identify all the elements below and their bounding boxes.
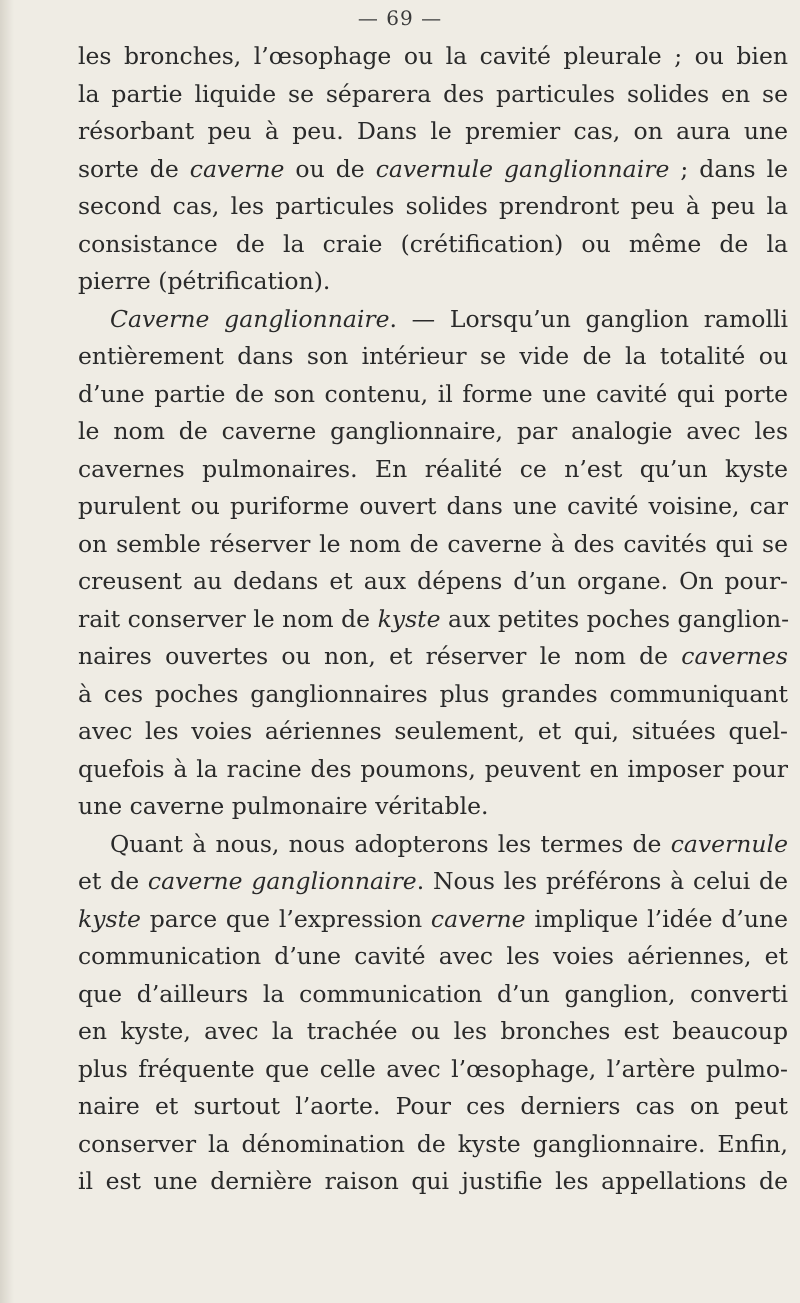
text-line: conserver la dénomination de kyste ganglionnaire. Enfin,	[78, 1129, 788, 1158]
italic-term: caverne ganglionnaire	[147, 867, 417, 895]
section-heading: Caverne ganglionnaire	[110, 304, 390, 333]
text-line: Caverne ganglionnaire. — Lorsqu’un ganglion ramolli	[110, 304, 788, 333]
text-line: à ces poches ganglionnaires plus grandes communiquant	[78, 679, 788, 708]
page-number: — 69 —	[357, 6, 443, 30]
text-line: quefois à la racine des poumons, peuvent en imposer pour	[78, 754, 788, 783]
italic-term: cavernule	[670, 829, 788, 858]
text-line: plus fréquente que celle avec l’œsophage, l’artère pulmo-	[78, 1054, 788, 1083]
text-line: consistance de la craie (crétification) ou même de la	[78, 229, 788, 258]
text-line: kyste parce que l’expression caverne implique l’idée d’une	[78, 904, 789, 933]
text-line: cavernes pulmonaires. En réalité ce n’est qu’un kyste	[78, 454, 788, 483]
text-line: d’une partie de son contenu, il forme une cavité qui porte	[78, 379, 788, 408]
text-line: communication d’une cavité avec les voies aériennes, et	[78, 942, 788, 970]
text-line: second cas, les particules solides prendront peu à peu la	[78, 192, 788, 220]
text-line: avec les voies aériennes seulement, et qui, situées quel-	[78, 717, 788, 745]
italic-term: caverne	[430, 904, 526, 933]
italic-term: kyste	[78, 904, 141, 933]
text-line: la partie liquide se séparera des particules solides en se	[78, 79, 788, 108]
text-line: entièrement dans son intérieur se vide de la totalité ou	[78, 342, 788, 370]
text-line: naires ouvertes ou non, et réserver le nom de cavernes	[78, 642, 788, 670]
italic-term: kyste	[377, 604, 441, 633]
text-line: sorte de caverne ou de cavernule ganglionnaire ; dans le	[78, 154, 788, 183]
text-line: naire et surtout l’aorte. Pour ces derniers cas on peut	[78, 1092, 788, 1120]
text-line: que d’ailleurs la communication d’un ganglion, converti	[78, 979, 788, 1008]
text-line: pierre (pétrification).	[78, 267, 331, 295]
body-text	[78, 38, 788, 1201]
text-line: il est une dernière raison qui justifie les appellations de	[78, 1167, 788, 1195]
text-line: et de caverne ganglionnaire. Nous les préférons à celui de	[78, 867, 788, 895]
text-line: en kyste, avec la trachée ou les bronches est beaucoup	[78, 1017, 788, 1045]
text-line: creusent au dedans et aux dépens d’un organe. On pour-	[78, 567, 788, 595]
paragraph-3	[78, 826, 788, 1201]
text-line: purulent ou puriforme ouvert dans une cavité voisine, car	[78, 492, 788, 520]
paragraph-2	[78, 301, 788, 826]
italic-term: cavernes	[681, 642, 788, 670]
text-line: une caverne pulmonaire véritable.	[78, 792, 489, 820]
text-line: les bronches, l’œsophage ou la cavité pleurale ; ou bien	[78, 42, 788, 70]
page-edge-shadow	[0, 0, 14, 1303]
italic-term: cavernule ganglionnaire	[375, 154, 670, 183]
italic-term: caverne	[189, 154, 285, 183]
text-line: Quant à nous, nous adopterons les termes de cavernule	[110, 829, 788, 858]
paragraph-1	[78, 38, 788, 301]
text-line: rait conserver le nom de kyste aux petites poches ganglion-	[78, 604, 790, 633]
text-line: le nom de caverne ganglionnaire, par analogie avec les	[78, 417, 788, 445]
text-line: on semble réserver le nom de caverne à des cavités qui se	[78, 529, 788, 558]
text-line: résorbant peu à peu. Dans le premier cas, on aura une	[78, 117, 788, 145]
